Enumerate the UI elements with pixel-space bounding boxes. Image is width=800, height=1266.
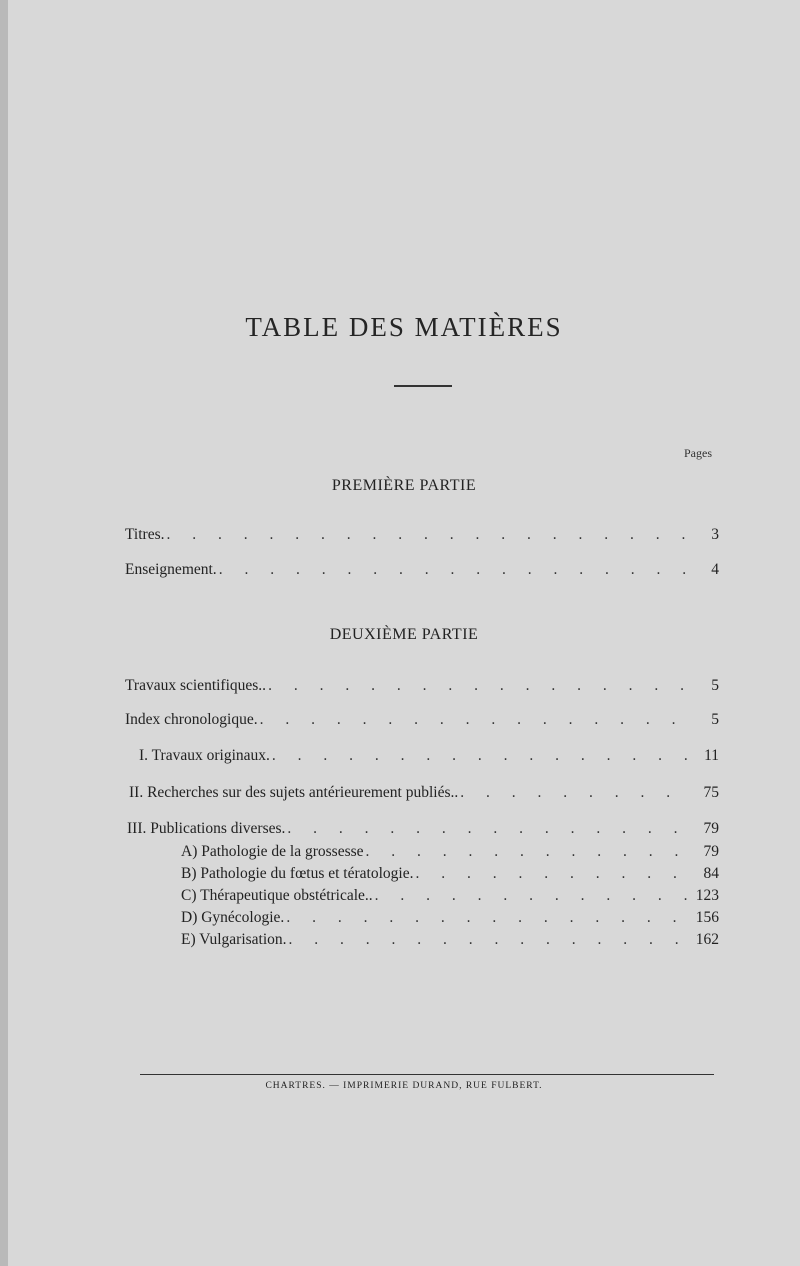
toc-row-titres xyxy=(125,526,719,548)
toc-page: 162 xyxy=(695,931,719,948)
toc-row-index-chronologique xyxy=(125,711,719,733)
leader-dots xyxy=(375,887,687,905)
toc-label: Index chronologique. xyxy=(125,711,258,728)
toc-label: III. Publications diverses. xyxy=(127,820,286,837)
toc-page: 84 xyxy=(703,865,719,882)
toc-label: Travaux scientifiques.. xyxy=(125,677,267,694)
toc-page: 156 xyxy=(695,909,719,926)
toc-page: 5 xyxy=(711,711,719,728)
leader-dots xyxy=(289,931,687,949)
toc-page: 4 xyxy=(711,561,719,578)
toc-label: I. Travaux originaux. xyxy=(139,747,270,764)
leader-dots xyxy=(260,711,687,729)
leader-dots xyxy=(268,677,687,695)
toc-page: 3 xyxy=(711,526,719,543)
toc-page: 123 xyxy=(695,887,719,904)
toc-label: E) Vulgarisation. xyxy=(181,931,287,948)
toc-label: B) Pathologie du fœtus et tératologie. xyxy=(181,865,414,882)
toc-page: 79 xyxy=(703,843,719,860)
title-rule xyxy=(394,385,452,387)
part1-heading: PREMIÈRE PARTIE xyxy=(331,477,477,494)
printer-imprint: CHARTRES. — IMPRIMERIE DURAND, RUE FULBERT. xyxy=(265,1081,543,1091)
leader-dots xyxy=(366,843,687,861)
part2-heading: DEUXIÈME PARTIE xyxy=(329,626,479,643)
leader-dots xyxy=(460,784,687,802)
leader-dots xyxy=(286,909,687,927)
footer-rule xyxy=(140,1074,714,1075)
leader-dots xyxy=(166,526,687,544)
page-title: TABLE DES MATIÈRES xyxy=(245,312,563,342)
toc-label: Enseignement. xyxy=(125,561,217,578)
leader-dots xyxy=(219,561,687,579)
toc-page: 5 xyxy=(711,677,719,694)
toc-label: II. Recherches sur des sujets antérieurement publiés.. xyxy=(129,784,459,801)
toc-row-publications-diverses xyxy=(127,820,719,842)
toc-row-pathologie-foetus xyxy=(181,865,719,887)
toc-row-therapeutique xyxy=(181,887,719,909)
toc-row-travaux-originaux xyxy=(139,747,719,769)
toc-row-vulgarisation xyxy=(181,931,719,953)
toc-label: D) Gynécologie. xyxy=(181,909,285,926)
leader-dots xyxy=(287,820,687,838)
toc-row-recherches xyxy=(129,784,719,806)
toc-label: Titres. xyxy=(125,526,165,543)
leader-dots xyxy=(415,865,687,883)
pages-column-label: Pages xyxy=(684,446,712,460)
toc-page: 79 xyxy=(703,820,719,837)
toc-label: C) Thérapeutique obstétricale.. xyxy=(181,887,373,904)
toc-page: 11 xyxy=(704,747,719,764)
toc-page: 75 xyxy=(703,784,719,801)
toc-row-pathologie-grossesse xyxy=(181,843,719,865)
toc-label: A) Pathologie de la grossesse xyxy=(181,843,364,860)
leader-dots xyxy=(272,747,687,765)
toc-row-travaux-scientifiques xyxy=(125,677,719,699)
toc-row-gynecologie xyxy=(181,909,719,931)
toc-row-enseignement xyxy=(125,561,719,583)
